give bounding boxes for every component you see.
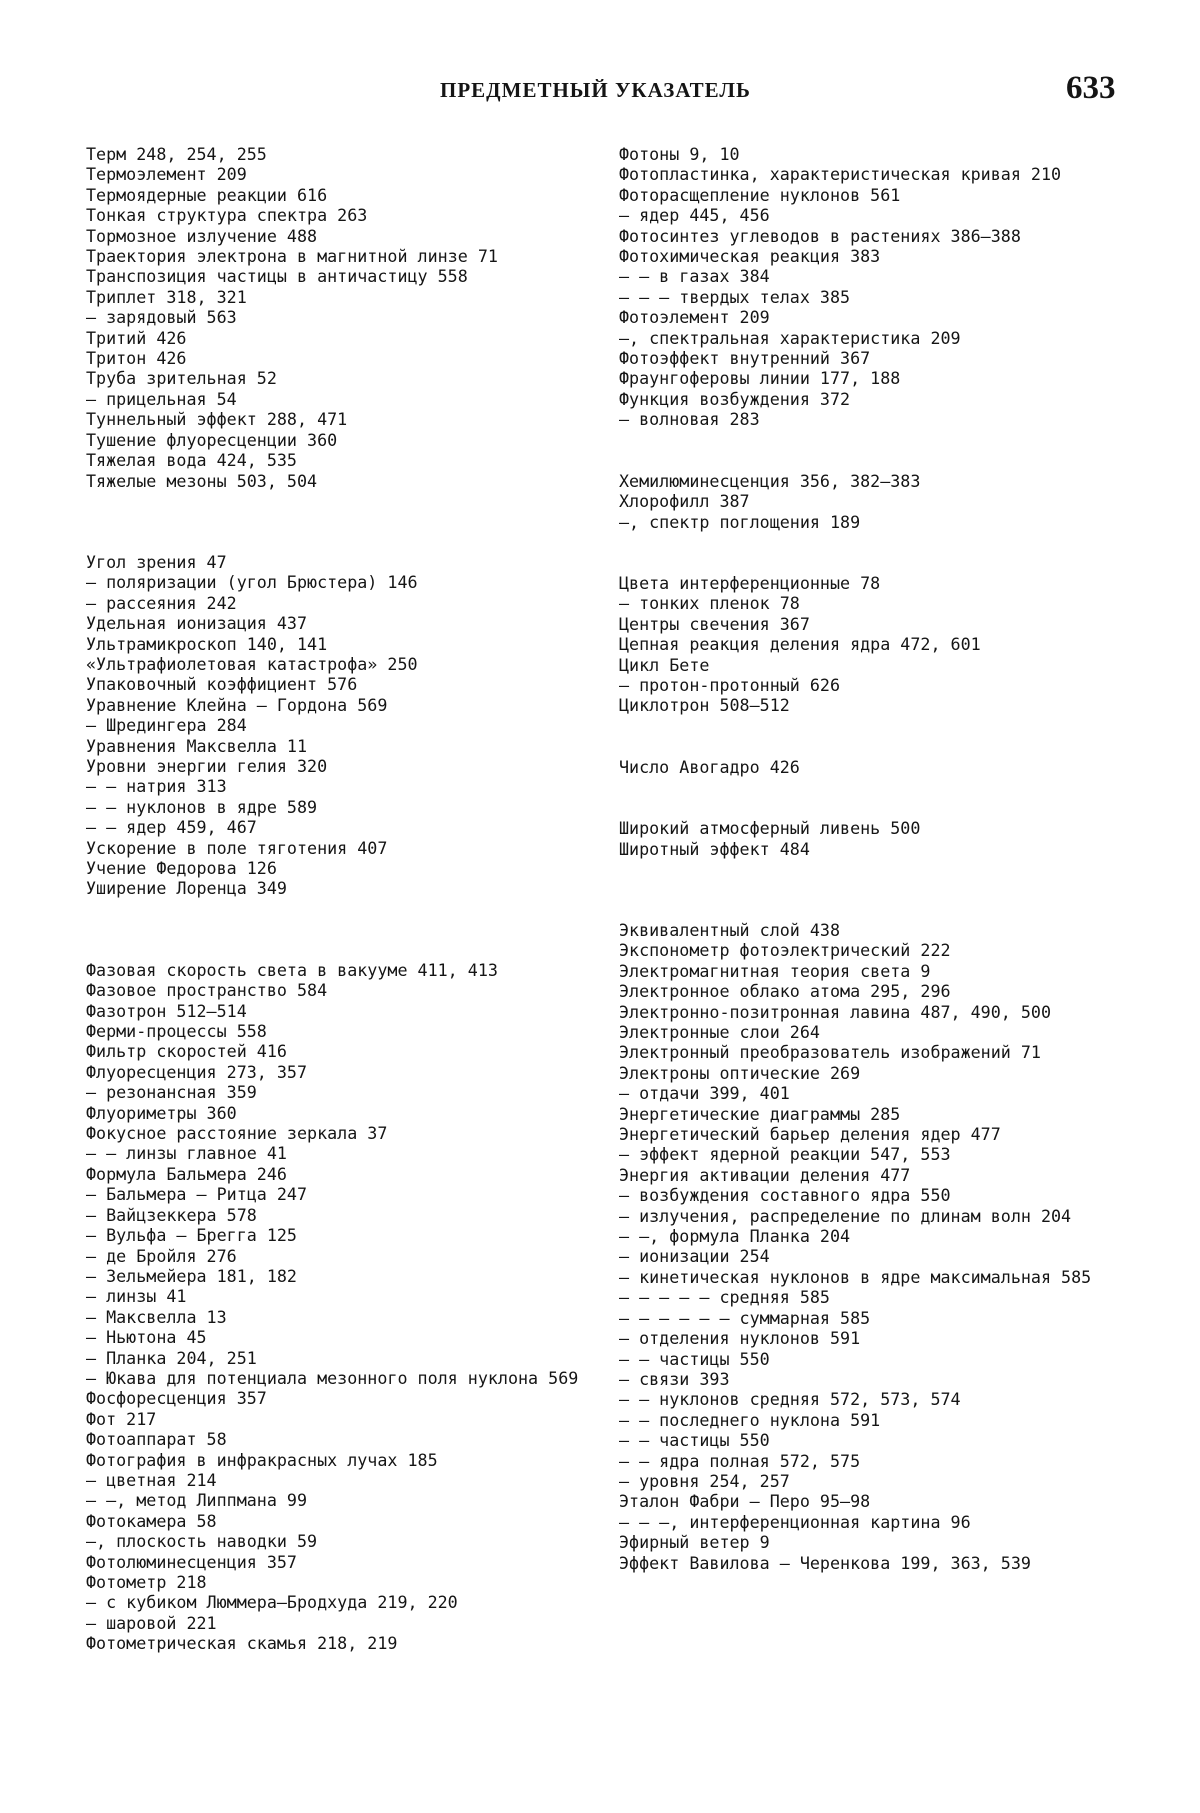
index-entry: — протон-протонный 626: [619, 674, 841, 695]
index-entry: Уширение Лоренца 349: [86, 878, 287, 899]
index-entry: — — — — — средняя 585: [619, 1287, 830, 1308]
index-entry: — — натрия 313: [86, 776, 227, 797]
index-entry: Фот 217: [86, 1408, 157, 1429]
index-entry: Центры свечения 367: [619, 613, 810, 634]
index-entry: — Вульфа — Брегга 125: [86, 1225, 297, 1246]
index-entry: — — последнего нуклона 591: [619, 1409, 881, 1430]
index-entry: — — — — — — суммарная 585: [619, 1307, 871, 1328]
index-entry: Циклотрон 508—512: [619, 695, 790, 716]
index-entry: Фильтр скоростей 416: [86, 1041, 287, 1062]
index-entry: Электронные слои 264: [619, 1022, 820, 1042]
index-entry: Туннельный эффект 288, 471: [86, 409, 348, 430]
index-entry: — — ядер 459, 467: [86, 817, 257, 838]
index-entry: Фазовое пространство 584: [86, 980, 328, 1001]
index-entry: Тритон 426: [86, 348, 187, 369]
index-group-sh: [619, 818, 1119, 859]
index-entry: — — ядра полная 572, 575: [619, 1450, 861, 1471]
index-entry: Фотоэффект внутренний 367: [619, 348, 871, 369]
index-entry: Фотолюминесценция 357: [86, 1551, 297, 1572]
index-entry: Фотопластинка, характеристическая кривая 210: [619, 164, 1062, 185]
index-entry: — зарядовый 563: [86, 307, 237, 328]
page-header: [0, 70, 1200, 110]
index-entry: Тяжелая вода 424, 535: [86, 450, 297, 471]
index-group-c: [619, 573, 1119, 716]
index-entry: Фазовая скорость света в вакууме 411, 413: [86, 959, 498, 980]
index-entry: — Зельмейера 181, 182: [86, 1265, 297, 1286]
index-entry: «Ультрафиолетовая катастрофа» 250: [86, 653, 418, 674]
right-column: [619, 144, 1119, 1573]
index-entry: Уравнения Максвелла 11: [86, 735, 308, 756]
index-entry: Труба зрительная 52: [86, 368, 277, 389]
index-entry: — Ньютона 45: [86, 1327, 207, 1348]
index-entry: Число Авогадро 426: [619, 756, 800, 777]
index-entry: —, плоскость наводки 59: [86, 1531, 318, 1552]
index-entry: Эквивалентный слой 438: [619, 919, 841, 940]
index-entry: — —, формула Планка 204: [619, 1226, 851, 1247]
index-entry: —, спектр поглощения 189: [619, 511, 861, 532]
index-entry: — уровня 254, 257: [619, 1470, 790, 1491]
index-entry: Траектория электрона в магнитной линзе 71: [86, 246, 498, 267]
index-entry: — волновая 283: [619, 409, 760, 430]
index-entry: — прицельная 54: [86, 388, 237, 409]
index-entry: — излучения, распределение по длинам волн 204: [619, 1205, 1072, 1226]
index-entry: Триплет 318, 321: [86, 286, 247, 307]
index-group-e: [619, 920, 1119, 1573]
index-entry: — тонких пленок 78: [619, 593, 800, 614]
index-entry: — — частицы 550: [619, 1430, 770, 1451]
index-entry: — — — твердых телах 385: [619, 286, 851, 307]
index-entry: Фоторасщепление нуклонов 561: [619, 184, 901, 205]
index-entry: Ускорение в поле тяготения 407: [86, 837, 388, 858]
index-entry: Электронный преобразователь изображений 71: [619, 1042, 1041, 1063]
index-entry: Цвета интерференционные 78: [619, 572, 881, 593]
index-entry: Фотометрическая скамья 218, 219: [86, 1633, 398, 1654]
index-entry: — с кубиком Люммера—Бродхуда 219, 220: [86, 1592, 458, 1613]
index-entry: Фосфоресценция 357: [86, 1388, 267, 1409]
index-entry: Фотометр 218: [86, 1572, 207, 1592]
index-entry: Ультрамикроскоп 140, 141: [86, 633, 328, 654]
index-entry: Энергетический барьер деления ядер 477: [619, 1124, 1001, 1145]
index-entry: Транспозиция частицы в античастицу 558: [86, 266, 468, 287]
index-entry: Фотохимическая реакция 383: [619, 246, 881, 267]
index-entry: Угол зрения 47: [86, 551, 227, 572]
index-entry: Цепная реакция деления ядра 472, 601: [619, 634, 981, 655]
index-entry: Энергия активации деления 477: [619, 1164, 911, 1185]
index-entry: Уравнение Клейна — Гордона 569: [86, 694, 388, 715]
index-entry: Электронно-позитронная лавина 487, 490, 500: [619, 1001, 1052, 1022]
index-entry: Широтный эффект 484: [619, 838, 810, 859]
index-entry: — Юкава для потенциала мезонного поля нуклона 569: [86, 1367, 579, 1388]
index-entry: Тонкая структура спектра 263: [86, 205, 368, 226]
left-column: [86, 144, 586, 1654]
index-entry: Фотокамера 58: [86, 1510, 217, 1531]
index-entry: Фотоэлемент 209: [619, 307, 770, 328]
index-entry: Фотография в инфракрасных лучах 185: [86, 1449, 438, 1470]
index-entry: Эффект Вавилова — Черенкова 199, 363, 539: [619, 1552, 1031, 1573]
running-title: ПРЕДМЕТНЫЙ УКАЗАТЕЛЬ: [440, 78, 751, 102]
index-entry: — отделения нуклонов 591: [619, 1328, 861, 1349]
index-entry: — —, метод Липпмана 99: [86, 1490, 308, 1511]
index-entry: Термоядерные реакции 616: [86, 184, 328, 205]
index-entry: — линзы 41: [86, 1286, 187, 1307]
index-entry: — — частицы 550: [619, 1348, 770, 1369]
index-entry: Фазотрон 512—514: [86, 1000, 247, 1021]
index-group-f-cont: [619, 144, 1119, 430]
index-group-ch: [619, 757, 1119, 777]
index-entry: Эфирный ветер 9: [619, 1532, 770, 1553]
index-entry: — рассеяния 242: [86, 592, 237, 613]
index-entry: Удельная ионизация 437: [86, 613, 308, 634]
index-entry: Тормозное излучение 488: [86, 225, 318, 246]
index-group-t: [86, 144, 586, 491]
index-entry: Фокусное расстояние зеркала 37: [86, 1123, 388, 1144]
index-entry: — — нуклонов средняя 572, 573, 574: [619, 1389, 961, 1410]
index-group-u: [86, 552, 586, 899]
index-entry: — отдачи 399, 401: [619, 1083, 790, 1104]
index-entry: Тушение флуоресценции 360: [86, 429, 338, 450]
index-entry: Цикл Бете: [619, 654, 710, 675]
index-entry: — Шредингера 284: [86, 715, 247, 736]
index-entry: — Вайцзеккера 578: [86, 1204, 257, 1225]
index-entry: Термоэлемент 209: [86, 164, 247, 185]
index-entry: Тритий 426: [86, 327, 187, 348]
index-entry: Эталон Фабри — Перо 95—98: [619, 1491, 871, 1512]
index-entry: — шаровой 221: [86, 1612, 217, 1633]
index-entry: Ферми-процессы 558: [86, 1021, 267, 1042]
index-entry: Тяжелые мезоны 503, 504: [86, 470, 318, 491]
index-entry: Терм 248, 254, 255: [86, 144, 267, 164]
index-entry: Упаковочный коэффициент 576: [86, 674, 358, 695]
index-entry: Фраунгоферовы линии 177, 188: [619, 368, 901, 389]
index-entry: Электронное облако атома 295, 296: [619, 981, 951, 1002]
index-entry: Функция возбуждения 372: [619, 388, 851, 409]
index-entry: — — линзы главное 41: [86, 1143, 287, 1164]
index-entry: — Максвелла 13: [86, 1306, 227, 1327]
index-entry: Электромагнитная теория света 9: [619, 960, 931, 981]
page-number: 633: [1066, 70, 1116, 106]
index-entry: — кинетическая нуклонов в ядре максимальная 585: [619, 1266, 1092, 1287]
index-entry: — Планка 204, 251: [86, 1347, 257, 1368]
index-entry: Флуоресценция 273, 357: [86, 1061, 308, 1082]
index-entry: — возбуждения составного ядра 550: [619, 1185, 951, 1206]
index-entry: Хлорофилл 387: [619, 491, 750, 512]
index-entry: Фотоаппарат 58: [86, 1429, 227, 1450]
index-entry: — связи 393: [619, 1368, 730, 1389]
index-group-h: [619, 471, 1119, 532]
index-entry: Формула Бальмера 246: [86, 1163, 287, 1184]
index-entry: Экспонометр фотоэлектрический 222: [619, 940, 951, 961]
index-entry: — резонансная 359: [86, 1082, 257, 1103]
index-entry: — ядер 445, 456: [619, 205, 770, 226]
index-entry: — эффект ядерной реакции 547, 553: [619, 1144, 951, 1165]
index-entry: Хемилюминесценция 356, 382—383: [619, 470, 921, 491]
index-entry: Фотосинтез углеводов в растениях 386—388: [619, 225, 1021, 246]
index-entry: Электроны оптические 269: [619, 1062, 861, 1083]
index-entry: — — нуклонов в ядре 589: [86, 796, 318, 817]
index-entry: Фотоны 9, 10: [619, 144, 740, 164]
index-entry: — де Бройля 276: [86, 1245, 237, 1266]
index-entry: — цветная 214: [86, 1469, 217, 1490]
index-entry: Флуориметры 360: [86, 1102, 237, 1123]
index-entry: — ионизации 254: [619, 1246, 770, 1267]
index-entry: Широкий атмосферный ливень 500: [619, 818, 921, 839]
index-entry: Уровни энергии гелия 320: [86, 755, 328, 776]
index-entry: Энергетические диаграммы 285: [619, 1103, 901, 1124]
index-group-f: [86, 960, 586, 1654]
index-entry: —, спектральная характеристика 209: [619, 327, 961, 348]
index-entry: — поляризации (угол Брюстера) 146: [86, 572, 418, 593]
index-entry: Учение Федорова 126: [86, 858, 277, 878]
index-entry: — — —, интерференционная картина 96: [619, 1511, 971, 1532]
index-entry: — Бальмера — Ритца 247: [86, 1184, 308, 1205]
index-entry: — — в газах 384: [619, 266, 770, 287]
